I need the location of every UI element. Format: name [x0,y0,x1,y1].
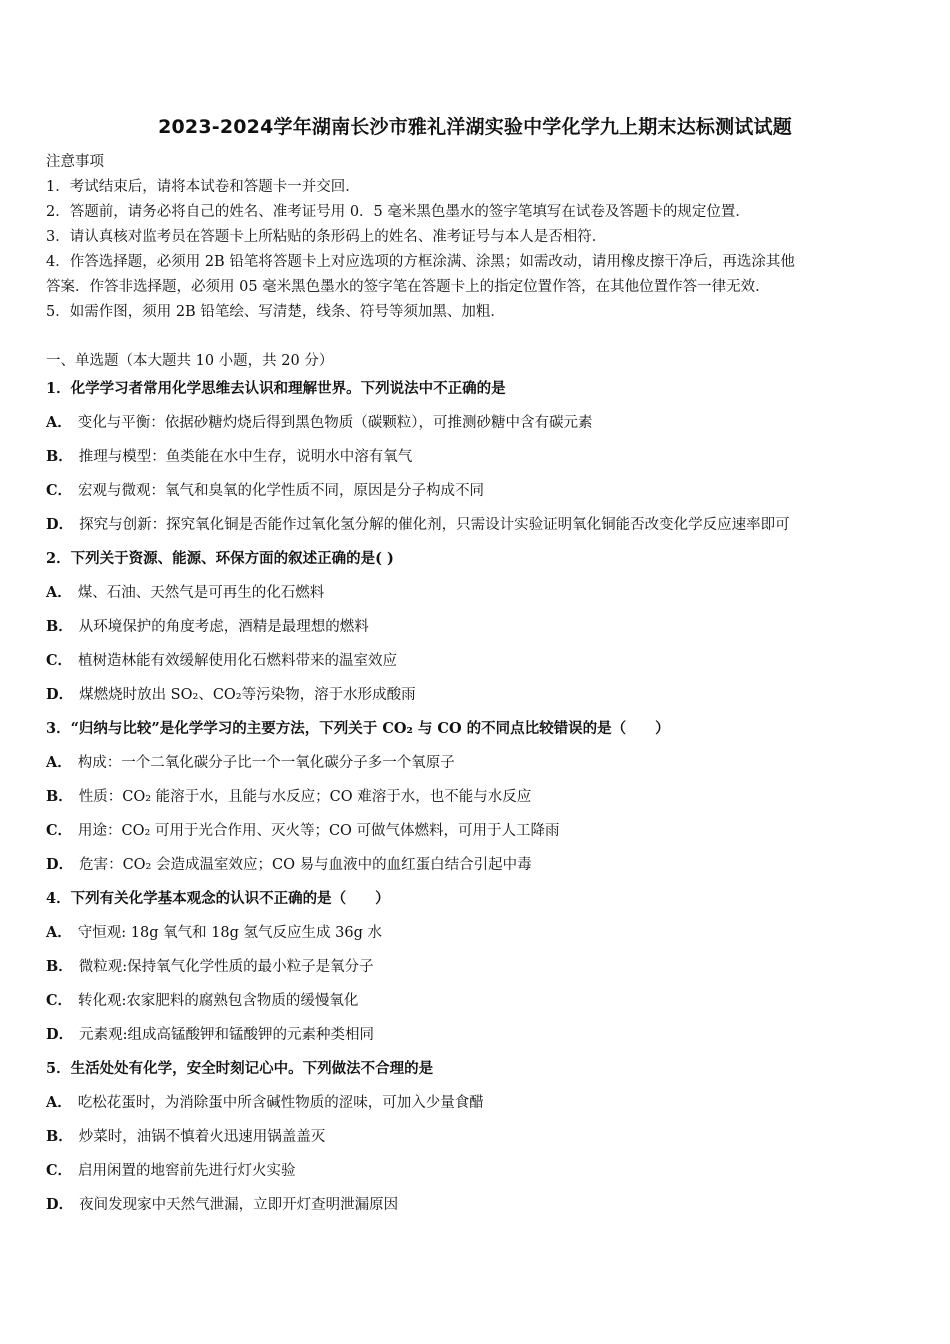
option-text: 炒菜时，油锅不慎着火迅速用锅盖盖灭 [78,1129,326,1145]
option-row [46,850,906,884]
question-stem: 3．“归纳与比较”是化学学习的主要方法，下列关于 CO₂ 与 CO 的不同点比较错误的是（ ） [46,720,670,737]
option-text: 危害：CO₂ 会造成温室效应；CO 易与血液中的血红蛋白结合引起中毒 [79,857,532,873]
option-text: 夜间发现家中天然气泄漏，立即开灯查明泄漏原因 [79,1197,399,1213]
page-title: 2023-2024学年湖南长沙市雅礼洋湖实验中学化学九上期末达标测试试题 [158,116,792,138]
notice-item: 3．请认真核对监考员在答题卡上所粘贴的条形码上的姓名、准考证号与本人是否相符． [46,229,607,245]
option-label: C． [46,652,73,669]
option-label: C． [46,992,73,1009]
option-row [46,442,906,476]
option-text: 元素观:组成高锰酸钾和锰酸钾的元素种类相同 [79,1027,374,1043]
option-label: C． [46,1162,73,1179]
option-row [46,986,906,1020]
option-label: B． [46,788,73,805]
option-text: 煤、石油、天然气是可再生的化石燃料 [77,585,325,601]
option-label: B． [46,1128,73,1145]
option-row [46,408,906,442]
option-label: D． [46,686,74,703]
option-text: 煤燃烧时放出 SO₂、CO₂等污染物，溶于水形成酸雨 [79,687,416,703]
option-label: B． [46,448,73,465]
option-text: 吃松花蛋时，为消除蛋中所含碱性物质的涩味，可加入少量食醋 [77,1095,484,1111]
option-text: 守恒观: 18g 氧气和 18g 氢气反应生成 36g 水 [77,925,383,941]
option-label: D． [46,1026,74,1043]
option-text: 探究与创新：探究氧化铜是否能作过氧化氢分解的催化剂，只需设计实验证明氧化铜能否改变化学反应速率即可 [79,517,790,533]
section-title: 一、单选题（本大题共 10 小题，共 20 分） [46,353,334,369]
option-row [46,816,906,850]
single-choice-section [46,348,906,1224]
option-row [46,1156,906,1190]
notice-item: 5．如需作图，须用 2B 铅笔绘、写清楚，线条、符号等须加黑、加粗． [46,304,505,320]
option-label: C． [46,822,73,839]
notice-item: 答案．作答非选择题，必须用 05 毫米黑色墨水的签字笔在答题卡上的指定位置作答，在其他位置作答一律无效． [46,279,770,295]
option-row [46,1122,906,1156]
option-label: D． [46,1196,74,1213]
option-text: 植树造林能有效缓解使用化石燃料带来的温室效应 [78,653,398,669]
option-label: A． [46,754,72,771]
option-row [46,646,906,680]
option-text: 从环境保护的角度考虑，酒精是最理想的燃料 [78,619,369,635]
option-label: D． [46,856,74,873]
option-label: A． [46,924,72,941]
option-label: A． [46,1094,72,1111]
option-text: 构成：一个二氧化碳分子比一个一氧化碳分子多一个氧原子 [77,755,455,771]
option-label: D． [46,516,74,533]
option-row [46,510,906,544]
option-label: A． [46,414,72,431]
option-text: 宏观与微观：氧气和臭氧的化学性质不同，原因是分子构成不同 [78,483,485,499]
option-text: 推理与模型：鱼类能在水中生存，说明水中溶有氧气 [78,449,413,465]
option-label: B． [46,618,73,635]
option-row [46,680,906,714]
option-row [46,952,906,986]
option-row [46,1020,906,1054]
question-stem: 5．生活处处有化学，安全时刻记心中。下列做法不合理的是 [46,1060,434,1077]
option-text: 变化与平衡：依据砂糖灼烧后得到黑色物质（碳颗粒），可推测砂糖中含有碳元素 [77,415,593,431]
question-stem: 2．下列关于资源、能源、环保方面的叙述正确的是( ) [46,550,394,567]
notice-item: 1．考试结束后，请将本试卷和答题卡一并交回． [46,179,360,195]
option-label: C． [46,482,73,499]
question-stem: 1．化学学习者常用化学思维去认识和理解世界。下列说法中不正确的是 [46,380,506,397]
option-text: 转化观:农家肥料的腐熟包含物质的缓慢氧化 [78,993,359,1009]
notice-block [46,150,906,325]
option-row [46,612,906,646]
option-row [46,578,906,612]
question-stem: 4．下列有关化学基本观念的认识不正确的是（ ） [46,890,390,907]
option-label: A． [46,584,72,601]
option-row [46,1190,906,1224]
option-row [46,748,906,782]
option-text: 用途：CO₂ 可用于光合作用、灭火等；CO 可做气体燃料，可用于人工降雨 [78,823,560,839]
option-row [46,1088,906,1122]
option-row [46,782,906,816]
notice-item: 4．作答选择题，必须用 2B 铅笔将答题卡上对应选项的方框涂满、涂黑；如需改动，请用橡皮擦干净后，再选涂其他 [46,254,795,270]
option-text: 微粒观:保持氧气化学性质的最小粒子是氧分子 [78,959,374,975]
notice-item: 2．答题前，请务必将自己的姓名、准考证号用 0．5 毫米黑色墨水的签字笔填写在试卷及答题卡的规定位置． [46,204,750,220]
option-text: 启用闲置的地窖前先进行灯火实验 [78,1163,296,1179]
option-row [46,476,906,510]
option-text: 性质：CO₂ 能溶于水，且能与水反应；CO 难溶于水，也不能与水反应 [78,789,532,805]
notice-heading: 注意事项 [46,154,104,170]
option-row [46,918,906,952]
option-label: B． [46,958,73,975]
